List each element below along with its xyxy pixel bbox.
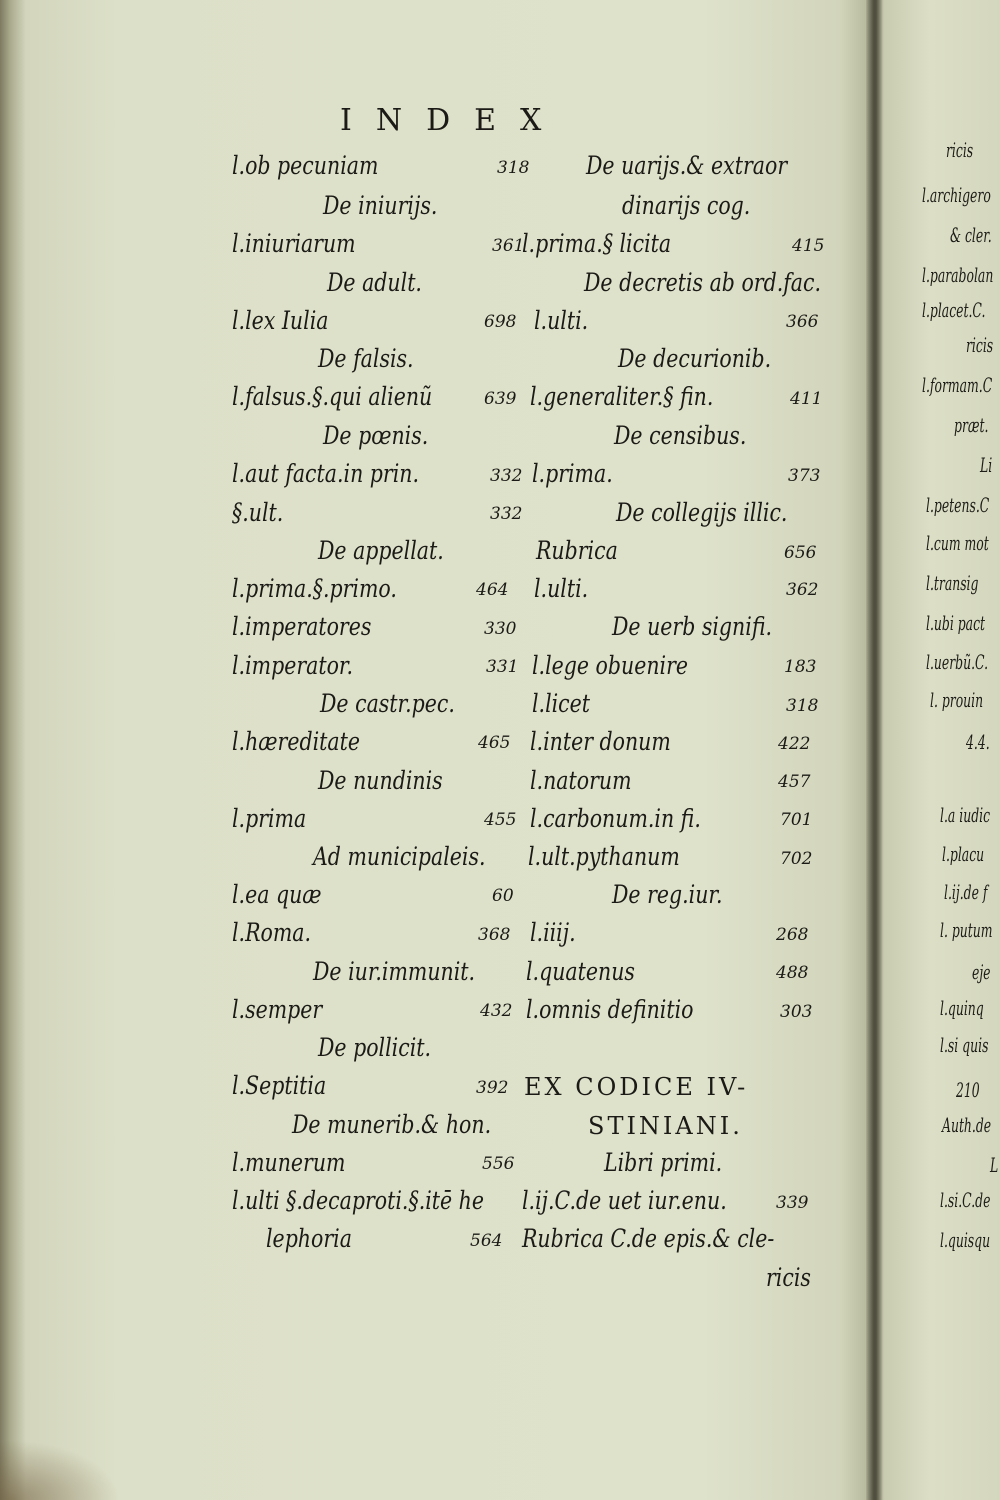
facing-page-fragment: Li	[980, 453, 993, 477]
index-entry: l.ea quæ	[232, 880, 322, 909]
facing-page-fragment: l.archigero	[922, 183, 991, 207]
facing-page-fragment: ricis	[966, 333, 994, 357]
index-entry: l.prima.	[532, 459, 613, 488]
section-heading: De munerib.& hon.	[292, 1110, 492, 1139]
section-heading: STINIANI.	[588, 1112, 743, 1140]
section-heading: De uerb signifi.	[612, 612, 773, 641]
page-number: 457	[778, 772, 811, 792]
facing-page-fragment: l.si quis	[940, 1033, 989, 1057]
index-entry: l.Septitia	[232, 1071, 327, 1100]
index-entry: l.licet	[532, 689, 591, 718]
index-entry: lephoria	[266, 1224, 352, 1253]
page-number: 330	[484, 619, 517, 639]
section-heading: De iniurijs.	[323, 191, 438, 220]
page-number: 318	[497, 158, 530, 178]
facing-page-fragment: 4.4.	[966, 730, 990, 754]
section-heading: De adult.	[327, 268, 422, 297]
page-number: 465	[478, 733, 511, 753]
section-heading: De nundinis	[318, 766, 443, 795]
section-heading: De pœnis.	[323, 421, 429, 450]
facing-page-fragment: 210	[956, 1078, 980, 1102]
section-heading: De decurionib.	[618, 344, 772, 373]
index-entry: l.ult.pythanum	[528, 842, 680, 871]
section-heading: De censibus.	[614, 421, 747, 450]
page-number: 702	[780, 849, 813, 869]
index-entry: l.prima.§ licita	[522, 229, 672, 258]
facing-page-fragment: l. putum	[940, 918, 993, 942]
index-entry: l.generaliter.§ fin.	[530, 382, 714, 411]
index-entry: l.prima	[232, 804, 307, 833]
section-heading: De appellat.	[318, 536, 444, 565]
index-entry: l.prima.§.primo.	[232, 574, 397, 603]
facing-page-fragment: l.quinq	[940, 996, 984, 1020]
section-heading: De reg.iur.	[612, 880, 723, 909]
index-entry: l.omnis definitio	[526, 995, 694, 1024]
page-number: 564	[470, 1231, 503, 1251]
page-number: 656	[784, 543, 817, 563]
index-entry: l.ulti §.decaproti.§.itē he	[232, 1186, 484, 1215]
index-entry: l.natorum	[530, 766, 632, 795]
section-heading: Rubrica C.de epis.& cle-	[522, 1224, 775, 1253]
index-entry: l.munerum	[232, 1148, 346, 1177]
page-number: 698	[484, 312, 517, 332]
facing-page-fragment: l.a iudic	[940, 803, 991, 827]
page-number: 373	[788, 466, 821, 486]
page-number: 368	[478, 925, 511, 945]
page-number: 639	[484, 389, 517, 409]
index-entry: l.falsus.§.qui alienũ	[232, 382, 433, 411]
page-stain	[0, 1440, 120, 1500]
index-entry: l.aut facta.in prin.	[232, 459, 419, 488]
facing-page-fragment: l.placu	[942, 842, 985, 866]
facing-page-fragment: l.uerbũ.C.	[926, 650, 989, 674]
facing-page-fragment: Auth.de	[942, 1113, 992, 1137]
index-entry: §.ult.	[232, 498, 284, 527]
page-number: 411	[790, 389, 823, 409]
page-number: 366	[786, 312, 819, 332]
section-heading: EX CODICE IV-	[524, 1073, 749, 1101]
facing-page-fragment: l.petens.C	[926, 493, 990, 517]
page-number: 332	[490, 466, 523, 486]
facing-page-fragment: L	[990, 1153, 999, 1177]
page-number: 318	[786, 696, 819, 716]
section-heading: dinarijs cog.	[622, 191, 751, 220]
facing-page-fragment: ricis	[946, 138, 974, 162]
index-entry: l.quatenus	[526, 957, 635, 986]
index-entry: l.iniuriarum	[232, 229, 356, 258]
index-entry: l.carbonum.in fi.	[530, 804, 701, 833]
facing-page-fragment: eje	[972, 960, 991, 984]
page-number: 701	[780, 810, 813, 830]
section-heading: De decretis ab ord.fac.	[584, 268, 822, 297]
page-number: 464	[476, 580, 509, 600]
section-heading: De pollicit.	[318, 1033, 432, 1062]
index-entry: l.iiij.	[530, 918, 576, 947]
facing-page-fragment: l.transig	[926, 571, 979, 595]
page-number: 361	[492, 236, 525, 256]
page-number: 331	[486, 657, 519, 677]
index-entry: l.ij.C.de uet iur.enu.	[522, 1186, 727, 1215]
index-entry: l.imperator.	[232, 651, 353, 680]
facing-page-fragment: & cler.	[950, 223, 992, 247]
section-heading: De collegijs illic.	[616, 498, 788, 527]
index-entry: Rubrica	[536, 536, 618, 565]
facing-page-fragment: l.quisqu	[940, 1228, 991, 1252]
page-number: 303	[780, 1002, 813, 1022]
index-entry: l.inter donum	[530, 727, 671, 756]
page-number: 183	[784, 657, 817, 677]
facing-page-fragment: l.si.C.de	[940, 1188, 991, 1212]
index-entry: l.ulti.	[534, 306, 589, 335]
facing-page-fragment: l. prouin	[930, 688, 984, 712]
page-number: 432	[480, 1001, 513, 1021]
facing-page-fragment: l.ubi pact	[926, 611, 985, 635]
page-number: 339	[776, 1193, 809, 1213]
page-number: 422	[778, 734, 811, 754]
page-title: INDEX	[340, 103, 566, 138]
facing-page-fragment: l.placet.C.	[922, 298, 986, 322]
index-entry: l.Roma.	[232, 918, 312, 947]
section-heading: De castr.pec.	[320, 689, 455, 718]
page-number: 60	[492, 886, 514, 906]
section-heading: Ad municipaleis.	[313, 842, 486, 871]
index-entry: l.semper	[232, 995, 323, 1024]
index-entry: l.hæreditate	[232, 727, 360, 756]
page-number: 332	[490, 504, 523, 524]
section-heading: De uarijs.& extraor	[586, 151, 788, 180]
facing-page-fragment: l.ij.de f	[944, 880, 988, 904]
facing-page-fragment: l.cum mot	[926, 531, 989, 555]
page-number: 362	[786, 580, 819, 600]
page-number: 556	[482, 1154, 515, 1174]
index-entry: l.imperatores	[232, 612, 372, 641]
section-heading: De falsis.	[318, 344, 414, 373]
page-number: 488	[776, 963, 809, 983]
book-gutter-fold	[866, 0, 882, 1500]
index-entry: l.ulti.	[534, 574, 589, 603]
section-heading: Libri primi.	[604, 1148, 723, 1177]
index-entry: l.lege obuenire	[532, 651, 689, 680]
facing-page-fragment: præt.	[954, 413, 989, 437]
page-number: 268	[776, 925, 809, 945]
page-number: 415	[792, 236, 825, 256]
page-number: 455	[484, 810, 517, 830]
section-heading: ricis	[766, 1263, 811, 1292]
facing-page-fragment: l.parabolan	[922, 263, 994, 287]
index-entry: l.lex Iulia	[232, 306, 329, 335]
section-heading: De iur.immunit.	[313, 957, 476, 986]
index-entry: l.ob pecuniam	[232, 151, 379, 180]
facing-page-fragment: l.formam.C	[922, 373, 993, 397]
page-number: 392	[476, 1078, 509, 1098]
